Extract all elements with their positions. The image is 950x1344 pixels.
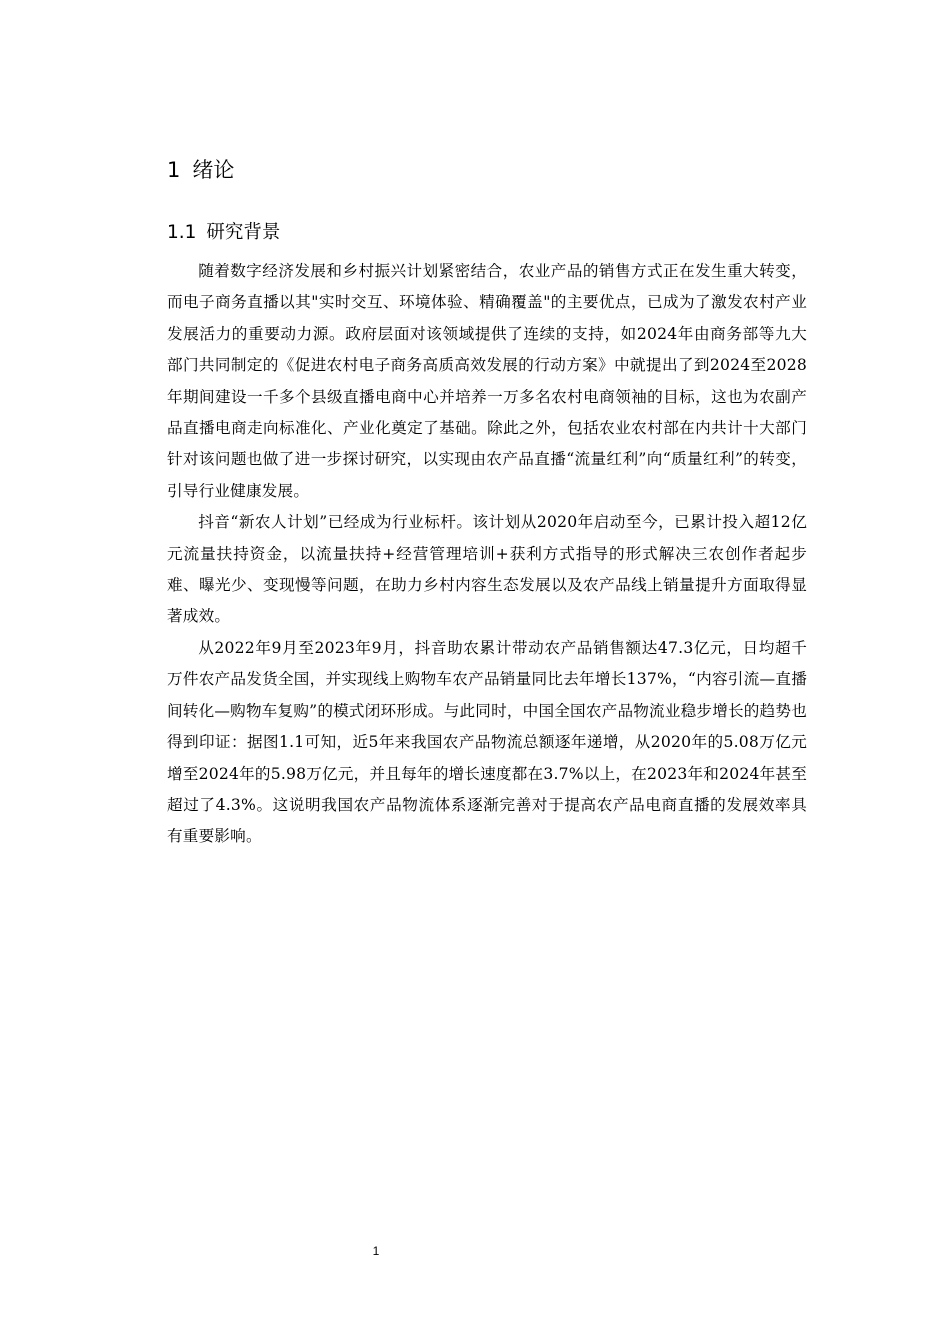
section-title: 研究背景 xyxy=(206,222,281,243)
paragraph-2: 抖音“新农人计划”已经成为行业标杆。该计划从2020年启动至今，已累计投入超12亿元流量扶持资金，以流量扶持+经营管理培训+获利方式指导的形式解决三农创作者起步难、曝光少、变现慢等问题，在助力乡村内容生态发展以及农产品线上销量提升方面取得显著成效。 xyxy=(167,513,807,626)
chapter-number: 1 xyxy=(167,158,181,182)
page-number: 1 xyxy=(372,1244,380,1258)
paragraph-3: 从2022年9月至2023年9月，抖音助农累计带动农产品销售额达47.3亿元，日均超千万件农产品发货全国，并实现线上购物车农产品销量同比去年增长137%，“内容引流—直播间转化—购物车复购”的模式闭环形成。与此同时，中国全国农产品物流业稳步增长的趋势也得到印证：据图1.1可知，近5年来我国农产品物流总额逐年递增，从2020年的5.08万亿元增至2024年的5.98万亿元，并且每年的增长速度都在3.7%以上，在2023年和2024年甚至超过了4.3%。这说明我国农产品物流体系逐渐完善对于提高农产品电商直播的发展效率具有重要影响。 xyxy=(167,638,807,846)
chapter-heading xyxy=(167,150,807,190)
page-content xyxy=(167,150,807,853)
section-number: 1.1 xyxy=(167,222,197,243)
chapter-title: 绪论 xyxy=(192,158,235,182)
section-heading xyxy=(167,216,807,250)
paragraph-1: 随着数字经济发展和乡村振兴计划紧密结合，农业产品的销售方式正在发生重大转变，而电子商务直播以其"实时交互、环境体验、精确覆盖"的主要优点，已成为了激发农村产业发展活力的重要动力源。政府层面对该领域提供了连续的支持，如2024年由商务部等九大部门共同制定的《促进农村电子商务高质高效发展的行动方案》中就提出了到2024至2028年期间建设一千多个县级直播电商中心并培养一万多名农村电商领袖的目标，这也为农副产品直播电商走向标准化、产业化奠定了基础。除此之外，包括农业农村部在内共计十大部门针对该问题也做了进一步探讨研究，以实现由农产品直播“流量红利”向“质量红利”的转变，引导行业健康发展。 xyxy=(167,262,807,500)
